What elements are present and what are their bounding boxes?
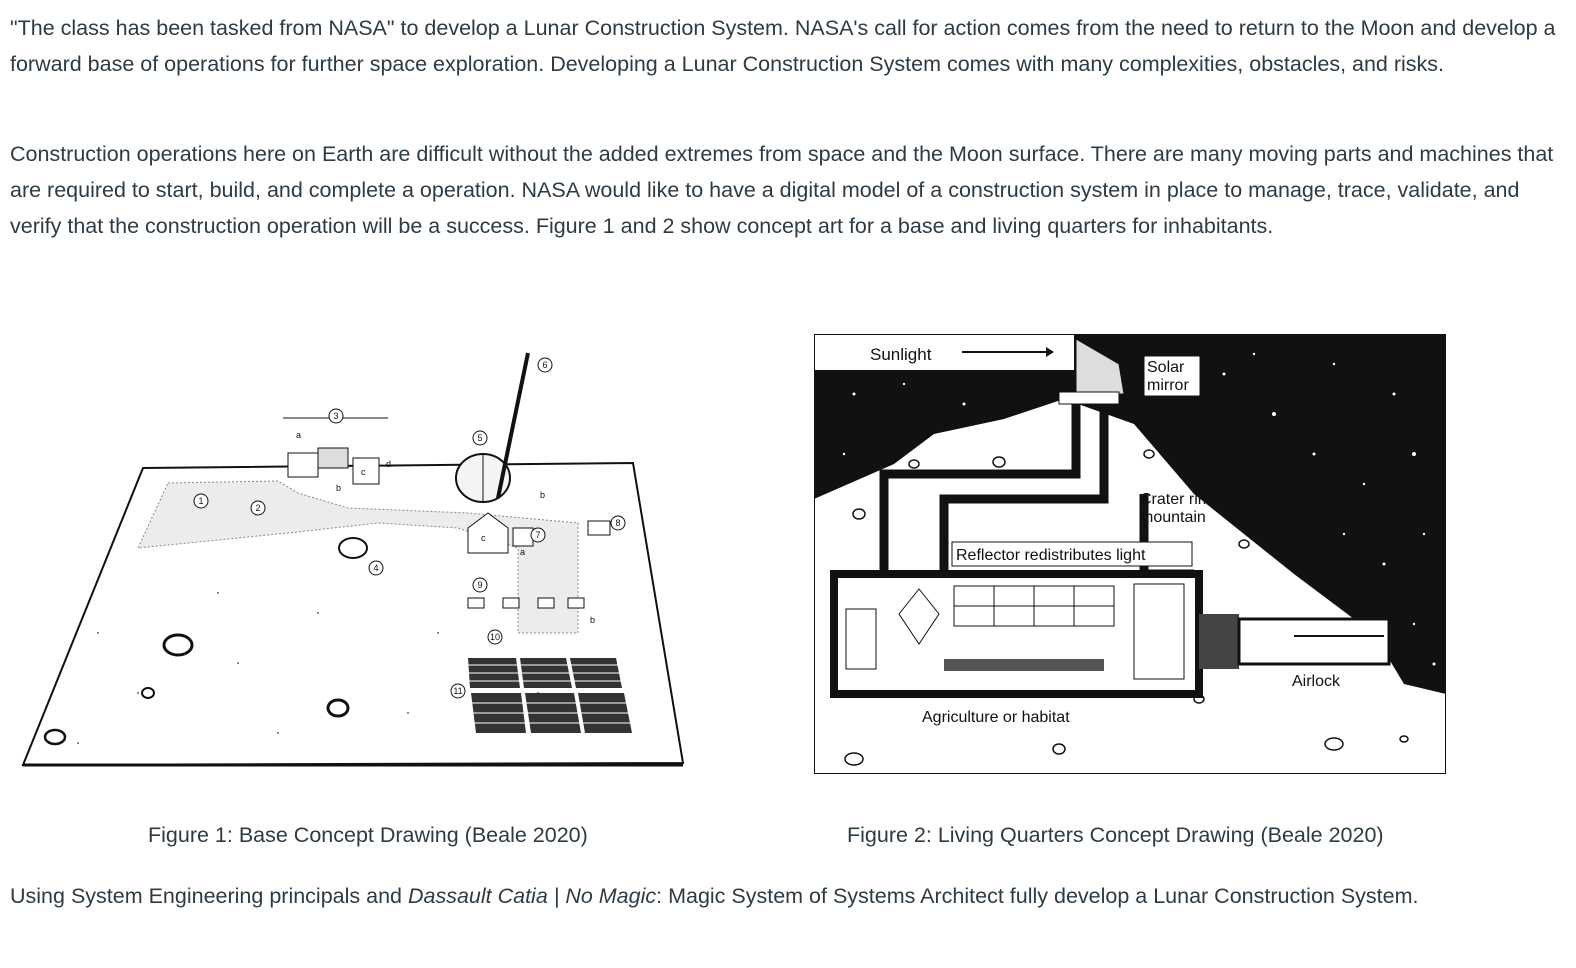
marker-11: 11: [453, 686, 463, 696]
figure-2-living-quarters-drawing: [814, 334, 1446, 774]
marker-6: 6: [542, 360, 548, 370]
marker-8: 8: [615, 518, 621, 528]
letter-d: d: [386, 459, 392, 469]
letter-a: a: [296, 430, 302, 440]
label-solar-mirror-line1: Solar: [1147, 359, 1185, 376]
living-quarters-illustration: [814, 334, 1446, 774]
marker-4: 4: [373, 563, 379, 573]
label-airlock: Airlock: [1292, 673, 1341, 690]
marker-9: 9: [477, 580, 483, 590]
label-reflector: Reflector redistributes light: [956, 547, 1146, 564]
label-crater-rim-line2: mountain: [1140, 509, 1206, 526]
intro-paragraph-1: "The class has been tasked from NASA" to develop a Lunar Construction System. NASA's call for action comes from the need to return to the Moon and develop a forward base of operations for further space exploration. Developing a Lunar Construction System comes with many complexities, obstacles, and risks.: [10, 16, 1556, 76]
closing-paragraph: [10, 878, 1560, 914]
letter-c: c: [361, 467, 366, 477]
closing-lead: Using System Engineering principals and: [10, 884, 408, 908]
base-concept-illustration: [18, 333, 748, 778]
figure-2-caption: Figure 2: Living Quarters Concept Drawing (Beale 2020): [847, 823, 1384, 847]
closing-tail: : Magic System of Systems Architect fully develop a Lunar Construction System.: [656, 884, 1419, 908]
marker-10: 10: [489, 632, 501, 642]
figure-1-caption: Figure 1: Base Concept Drawing (Beale 2020): [148, 823, 588, 847]
label-crater-rim-line1: Crater rim: [1140, 491, 1212, 508]
marker-7: 7: [535, 530, 541, 540]
label-solar-mirror-line2: mirror: [1147, 377, 1189, 394]
marker-3: 3: [333, 411, 339, 421]
closing-software-name: Dassault Catia | No Magic: [407, 884, 657, 908]
figure-1-base-concept-drawing: [18, 333, 748, 778]
intro-paragraph-2: Construction operations here on Earth are difficult without the added extremes from space and the Moon surface. There are many moving parts and machines that are required to start, build, and complete a operation. NASA would like to have a digital model of a construction system in place to manage, trace, validate, and verify that the construction operation will be a success. Figure 1 and 2 show concept art for a base and living quarters for inhabitants.: [10, 142, 1554, 238]
label-agriculture: Agriculture or habitat: [922, 709, 1070, 726]
letter-b2: b: [540, 490, 546, 500]
marker-2: 2: [255, 503, 261, 513]
marker-5: 5: [477, 433, 483, 443]
marker-1: 1: [198, 496, 204, 506]
letter-a2: a: [520, 547, 526, 557]
label-sunlight: Sunlight: [870, 345, 932, 364]
letter-b3: b: [590, 615, 596, 625]
letter-b: b: [336, 483, 342, 493]
letter-c2: c: [481, 533, 486, 543]
